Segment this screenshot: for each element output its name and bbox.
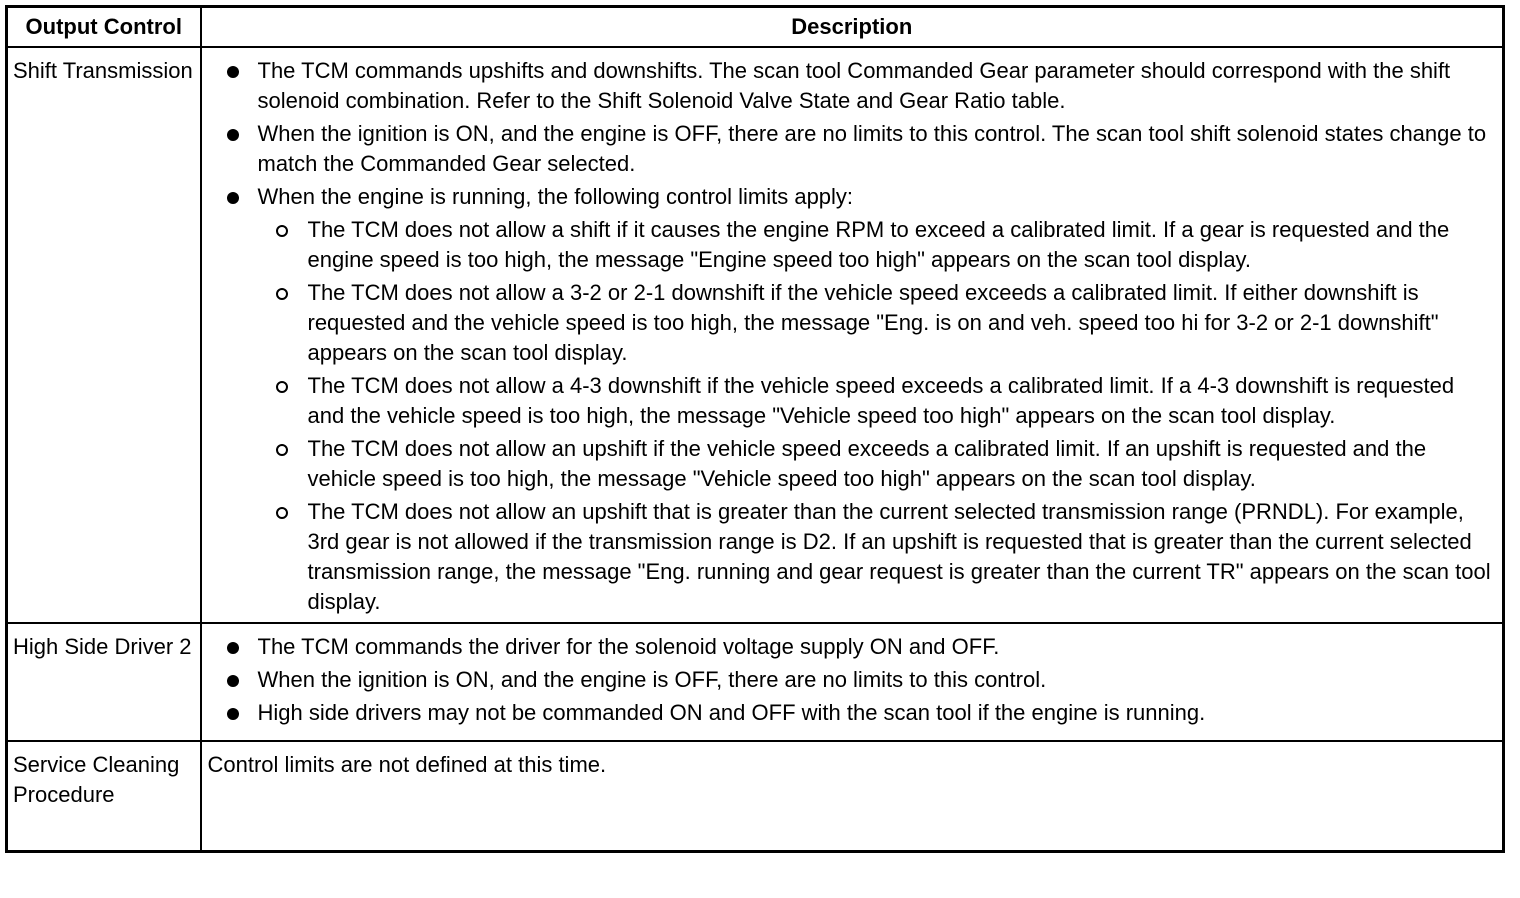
list-item-text: When the engine is running, the following control limits apply:: [257, 184, 854, 209]
bullet-dot-icon: [227, 192, 239, 204]
sub-list-item-text: The TCM does not allow a 4-3 downshift if the vehicle speed exceeds a calibrated limit. If a 4-3 downshift is requested and the vehicle speed is too high, the message "Vehicle speed too high" appears on the scan tool display.: [307, 373, 1455, 428]
list-item: [208, 665, 1497, 695]
list-item: [208, 698, 1497, 728]
list-item: [208, 632, 1497, 662]
table-row-high-side-driver-2: [7, 623, 1504, 741]
sub-bullet-list: [258, 215, 1497, 617]
header-output-control: Output Control: [7, 7, 201, 48]
row-label-high-side-driver-2: High Side Driver 2: [7, 623, 201, 741]
list-item-text: When the ignition is ON, and the engine is OFF, there are no limits to this control.: [257, 667, 1047, 692]
table-row-shift-transmission: [7, 47, 1504, 623]
bullet-dot-icon: [227, 642, 239, 654]
list-item: [208, 182, 1497, 617]
list-item: [208, 119, 1497, 179]
sub-list-item-text: The TCM does not allow an upshift if the vehicle speed exceeds a calibrated limit. If an upshift is requested and the vehicle speed is too high, the message "Vehicle speed too high" appears on the scan tool display.: [307, 436, 1427, 491]
bullet-dot-icon: [227, 675, 239, 687]
bullet-list: [208, 56, 1497, 617]
list-item: [208, 56, 1497, 116]
list-item-text: The TCM commands upshifts and downshifts. The scan tool Commanded Gear parameter should correspond with the shift solenoid combination. Refer to the Shift Solenoid Valve State and Gear Ratio table.: [257, 58, 1451, 113]
bullet-dot-icon: [227, 66, 239, 78]
sub-list-item-text: The TCM does not allow an upshift that is greater than the current selected transmission range (PRNDL). For example, 3rd gear is not allowed if the transmission range is D2. If an upshift is requested that is greater than the current selected transmission range, the message "Eng. running and gear request is greater than the current TR" appears on the scan tool display.: [307, 499, 1491, 614]
header-description: Description: [201, 7, 1504, 48]
sub-list-item-text: The TCM does not allow a 3-2 or 2-1 downshift if the vehicle speed exceeds a calibrated limit. If either downshift is requested and the vehicle speed is too high, the message "Eng. is on and veh. speed too hi for 3-2 or 2-1 downshift" appears on the scan tool display.: [307, 280, 1439, 365]
sub-list-item: [258, 434, 1497, 494]
bullet-list: [208, 632, 1497, 728]
table-row-service-cleaning-procedure: [7, 741, 1504, 852]
sub-list-item: [258, 371, 1497, 431]
sub-list-item: [258, 215, 1497, 275]
sub-list-item: [258, 497, 1497, 617]
row-description-shift-transmission: [201, 47, 1504, 623]
bullet-ring-icon: [276, 507, 288, 519]
row-description-service-cleaning-procedure: Control limits are not defined at this time.: [201, 741, 1504, 852]
bullet-ring-icon: [276, 225, 288, 237]
bullet-ring-icon: [276, 444, 288, 456]
bullet-ring-icon: [276, 288, 288, 300]
list-item-text: High side drivers may not be commanded ON and OFF with the scan tool if the engine is running.: [257, 700, 1206, 725]
output-control-table: [5, 5, 1505, 853]
bullet-ring-icon: [276, 381, 288, 393]
sub-list-item-text: The TCM does not allow a shift if it causes the engine RPM to exceed a calibrated limit. If a gear is requested and the engine speed is too high, the message "Engine speed too high" appears on the scan tool display.: [307, 217, 1450, 272]
row-label-service-cleaning-procedure: Service Cleaning Procedure: [7, 741, 201, 852]
bullet-dot-icon: [227, 708, 239, 720]
row-label-shift-transmission: Shift Transmission: [7, 47, 201, 623]
list-item-text: When the ignition is ON, and the engine is OFF, there are no limits to this control. The scan tool shift solenoid states change to match the Commanded Gear selected.: [257, 121, 1487, 176]
row-description-high-side-driver-2: [201, 623, 1504, 741]
list-item-text: The TCM commands the driver for the solenoid voltage supply ON and OFF.: [257, 634, 1000, 659]
sub-list-item: [258, 278, 1497, 368]
bullet-dot-icon: [227, 129, 239, 141]
table-header-row: [7, 7, 1504, 48]
